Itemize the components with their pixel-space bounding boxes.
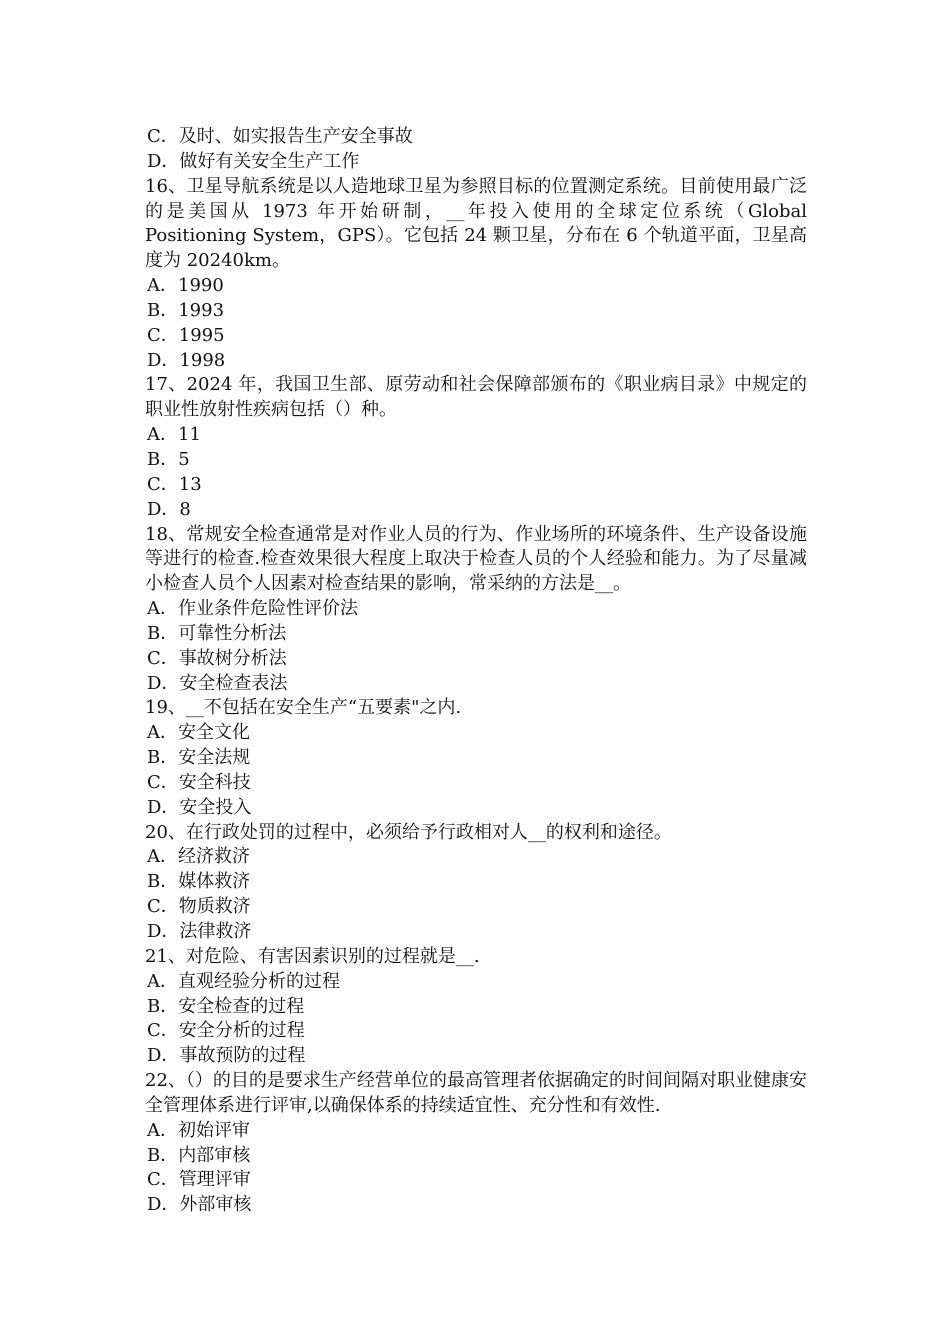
option-d: D．安全检查表法 xyxy=(147,672,288,694)
option-c: C．安全科技 xyxy=(147,771,251,793)
option-c: C．事故树分析法 xyxy=(147,647,287,669)
option-d: D．法律救济 xyxy=(147,921,252,942)
question-19: 19、__不包括在安全生产“五要素"之内. xyxy=(145,697,462,719)
option-a: A．11 xyxy=(147,424,201,446)
question-17: 17、2024 年，我国卫生部、原劳动和社会保障部颁布的《职业病目录》中规定的职业性放射性疾病包括（）种。 xyxy=(145,374,807,421)
document-page xyxy=(145,125,807,1218)
option-d: D．外部审核 xyxy=(147,1194,252,1216)
question-21: 21、对危险、有害因素识别的过程就是__. xyxy=(145,945,480,967)
option-c: C．1995 xyxy=(147,324,225,346)
option-b: B．可靠性分析法 xyxy=(147,622,287,644)
question-16: 16、卫星导航系统是以人造地球卫星为参照目标的位置测定系统。目前使用最广泛的是美国从 1973 年开始研制，__年投入使用的全球定位系统（Global Positioning System，GPS）。它包括 24 颗卫星，分布在 6 个轨道平面，卫星高度为 20240km。 xyxy=(145,175,807,272)
option-c: C．13 xyxy=(147,473,202,495)
option-c: C．安全分析的过程 xyxy=(147,1020,305,1042)
option-a: A．作业条件危险性评价法 xyxy=(147,598,358,620)
option-b: B．安全法规 xyxy=(147,747,251,769)
option-d: D．8 xyxy=(147,498,191,520)
option-d: D．做好有关安全生产工作 xyxy=(147,150,360,172)
option-b: B．1993 xyxy=(147,299,225,321)
question-22: 22、（）的目的是要求生产经营单位的最高管理者依据确定的时间间隔对职业健康安全管理体系进行评审,以确保体系的持续适宜性、充分性和有效性. xyxy=(145,1070,807,1116)
option-b: B．媒体救济 xyxy=(147,871,251,893)
option-b: B．5 xyxy=(147,448,190,470)
option-a: A．1990 xyxy=(147,275,224,297)
option-a: A．经济救济 xyxy=(147,846,250,868)
option-c: C．及时、如实报告生产安全事故 xyxy=(147,126,413,147)
option-c: C．物质救济 xyxy=(147,896,251,918)
option-a: A．初始评审 xyxy=(147,1119,250,1141)
question-20: 20、在行政处罚的过程中，必须给予行政相对人__的权利和途径。 xyxy=(145,821,672,843)
option-a: A．安全文化 xyxy=(147,722,250,744)
option-a: A．直观经验分析的过程 xyxy=(147,970,340,992)
option-b: B．内部审核 xyxy=(147,1144,251,1166)
option-b: B．安全检查的过程 xyxy=(147,995,305,1017)
option-d: D．事故预防的过程 xyxy=(147,1045,306,1067)
option-d: D．安全投入 xyxy=(147,796,252,818)
option-c: C．管理评审 xyxy=(147,1169,251,1191)
question-18: 18、常规安全检查通常是对作业人员的行为、作业场所的环境条件、生产设备设施等进行的检查.检查效果很大程度上取决于检查人员的个人经验和能力。为了尽量减小检查人员个人因素对检查结果的影响，常采纳的方法是__。 xyxy=(145,523,807,595)
option-d: D．1998 xyxy=(147,349,226,371)
